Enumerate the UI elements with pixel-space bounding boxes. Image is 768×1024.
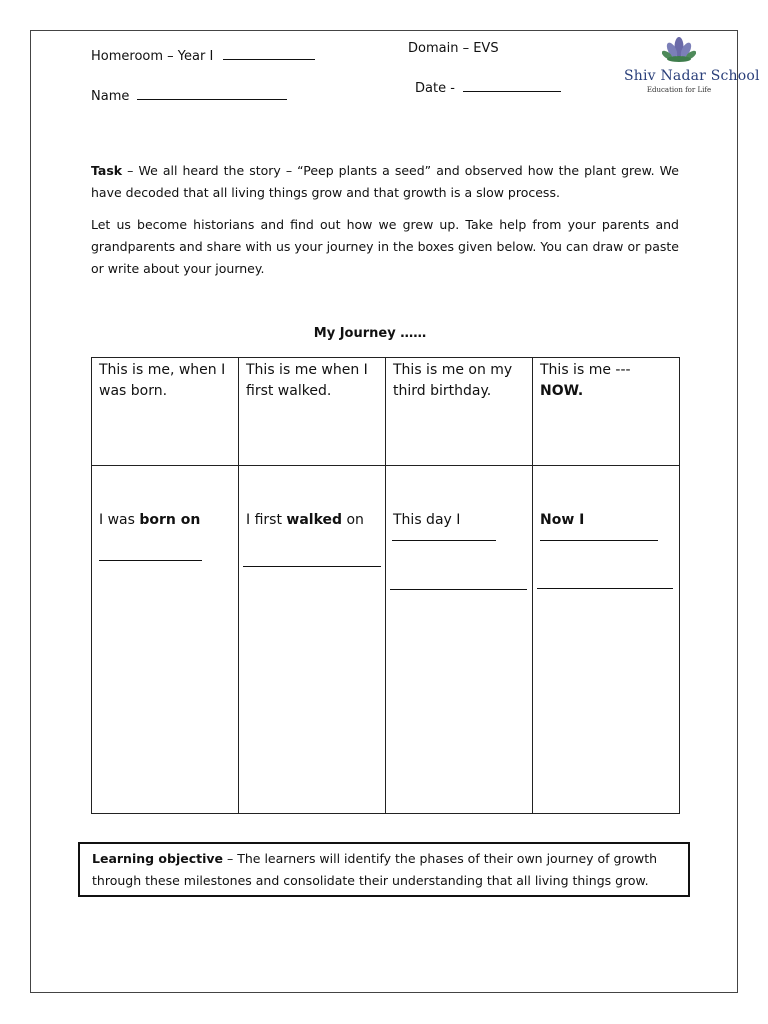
- learning-objective-box: [78, 842, 690, 897]
- header-cell-walked: [239, 358, 386, 466]
- domain-label: Domain – EVS: [408, 41, 499, 56]
- header-text: This is me, when I was born.: [99, 362, 226, 399]
- homeroom-blank[interactable]: [223, 59, 315, 60]
- answer-line[interactable]: [99, 560, 202, 561]
- prompt-pre: I was: [99, 512, 140, 528]
- learning-objective-text: – The learners will identify the phases of their own journey of growth through these milestones and consolidate their understanding that all living things grow.: [92, 851, 658, 888]
- prompt-bold: born on: [139, 512, 201, 528]
- prompt-cell-born[interactable]: [92, 466, 239, 814]
- prompt-row: [92, 466, 680, 814]
- header-cell-now: [533, 358, 680, 466]
- answer-line[interactable]: [243, 566, 381, 567]
- prompt-text: [533, 466, 679, 531]
- header-text-now-bold: NOW.: [540, 383, 584, 399]
- header-row: [92, 358, 680, 466]
- answer-line-1[interactable]: [392, 540, 496, 541]
- header-cell-born: [92, 358, 239, 466]
- task-paragraph-2: Let us become historians and find out how we grew up. Take help from your parents and grandparents and share with us your journey in the boxes given below. You can draw or paste or write about your journey.: [91, 217, 679, 276]
- answer-line-1[interactable]: [540, 540, 658, 541]
- header-text: This is me when I first walked.: [246, 362, 368, 399]
- school-name: Shiv Nadar School: [624, 68, 760, 84]
- date-field: [415, 81, 561, 96]
- school-logo: [624, 36, 760, 94]
- task-label: Task: [91, 163, 123, 178]
- prompt-post: on: [342, 512, 364, 528]
- prompt-cell-walked[interactable]: [239, 466, 386, 814]
- journey-table: [91, 357, 680, 814]
- lotus-icon: [662, 36, 696, 64]
- answer-line-2[interactable]: [537, 588, 673, 589]
- date-blank[interactable]: [463, 91, 561, 92]
- header-text-now: This is me ---: [540, 362, 631, 378]
- prompt-text: [239, 466, 385, 531]
- prompt-bold: walked: [286, 512, 343, 528]
- prompt-cell-now[interactable]: [533, 466, 680, 814]
- homeroom-label: Homeroom – Year I: [91, 49, 214, 64]
- name-field: [91, 89, 287, 104]
- journey-title: My Journey ……: [313, 326, 427, 341]
- header-text: This is me on my third birthday.: [393, 362, 513, 399]
- homeroom-field: [91, 49, 315, 64]
- prompt-pre: This day I: [393, 512, 461, 528]
- task-text: – We all heard the story – “Peep plants a seed” and observed how the plant grew. We have decoded that all living things grow and that growth is a slow process.: [91, 163, 679, 200]
- prompt-pre: I first: [246, 512, 287, 528]
- prompt-text: [386, 466, 532, 531]
- name-blank[interactable]: [137, 99, 287, 100]
- prompt-bold: Now I: [540, 512, 585, 528]
- header-text: [533, 358, 679, 402]
- header-cell-birthday: [386, 358, 533, 466]
- learning-objective-label: Learning objective: [92, 851, 224, 866]
- date-label: Date -: [415, 81, 455, 96]
- name-label: Name: [91, 89, 130, 104]
- answer-line-2[interactable]: [390, 589, 527, 590]
- school-tagline: Education for Life: [646, 86, 712, 94]
- prompt-text: [92, 466, 238, 531]
- prompt-cell-birthday[interactable]: [386, 466, 533, 814]
- task-paragraph: [91, 160, 679, 204]
